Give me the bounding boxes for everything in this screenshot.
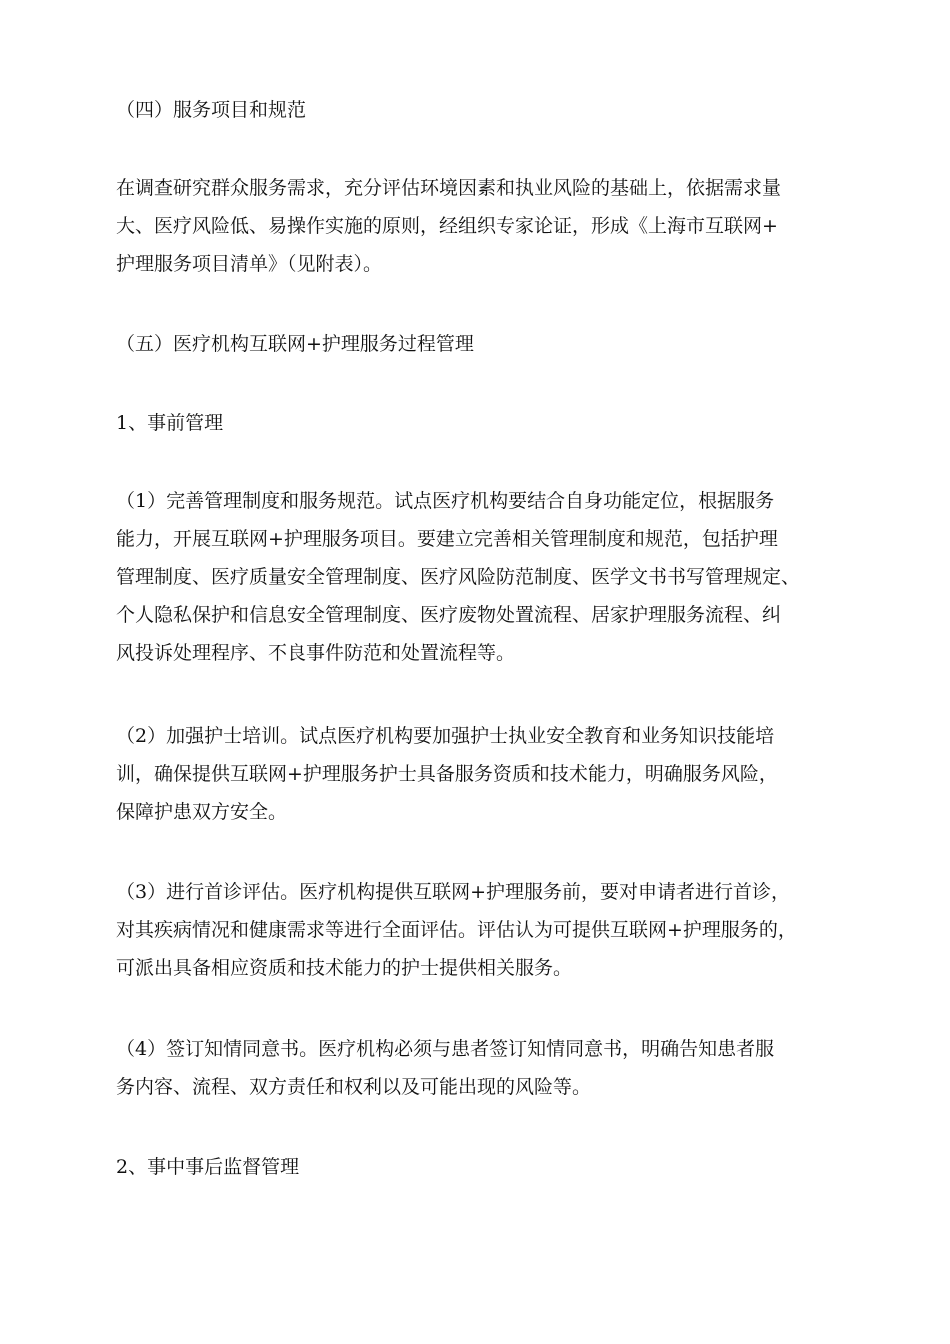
text-line: 可派出具备相应资质和技术能力的护士提供相关服务。: [116, 957, 573, 979]
text-line: 在调查研究群众服务需求，充分评估环境因素和执业风险的基础上，依据需求量: [116, 177, 782, 199]
text-line: 训，确保提供互联网+护理服务护士具备服务资质和技术能力，明确服务风险，: [116, 763, 778, 785]
text-line: 保障护患双方安全。: [116, 801, 288, 823]
text-line: 对其疾病情况和健康需求等进行全面评估。评估认为可提供互联网+护理服务的，: [116, 919, 797, 941]
text-line: （五）医疗机构互联网+护理服务过程管理: [116, 333, 474, 355]
paragraph-item-1: [116, 482, 838, 672]
text-line: 大、医疗风险低、易操作实施的原则，经组织专家论证，形成《上海市互联网+: [116, 215, 778, 237]
paragraph-item-3: [116, 873, 838, 987]
text-line: 护理服务项目清单》（见附表）。: [116, 253, 383, 275]
text-line: （3）进行首诊评估。医疗机构提供互联网+护理服务前，要对申请者进行首诊，: [116, 881, 791, 903]
subheading-pre-management: [116, 404, 838, 442]
text-line: （1）完善管理制度和服务规范。试点医疗机构要结合自身功能定位，根据服务: [116, 490, 775, 512]
section-heading-five: [116, 325, 838, 363]
paragraph-service-list: [116, 169, 838, 283]
paragraph-item-4: [116, 1030, 838, 1106]
paragraph-item-2: [116, 717, 838, 831]
text-line: （4）签订知情同意书。医疗机构必须与患者签订知情同意书，明确告知患者服: [116, 1038, 775, 1060]
text-line: 1、事前管理: [116, 412, 224, 434]
text-line: 个人隐私保护和信息安全管理制度、医疗废物处置流程、居家护理服务流程、纠: [116, 604, 782, 626]
text-line: 务内容、流程、双方责任和权利以及可能出现的风险等。: [116, 1076, 592, 1098]
text-line: 管理制度、医疗质量安全管理制度、医疗风险防范制度、医学文书书写管理规定、: [116, 566, 801, 588]
text-line: 风投诉处理程序、不良事件防范和处置流程等。: [116, 642, 516, 664]
section-heading-four: [116, 91, 838, 129]
subheading-during-after-supervision: [116, 1148, 838, 1186]
text-line: （2）加强护士培训。试点医疗机构要加强护士执业安全教育和业务知识技能培: [116, 725, 775, 747]
text-line: 能力，开展互联网+护理服务项目。要建立完善相关管理制度和规范，包括护理: [116, 528, 778, 550]
text-line: 2、事中事后监督管理: [116, 1156, 300, 1178]
text-line: （四）服务项目和规范: [116, 99, 307, 121]
